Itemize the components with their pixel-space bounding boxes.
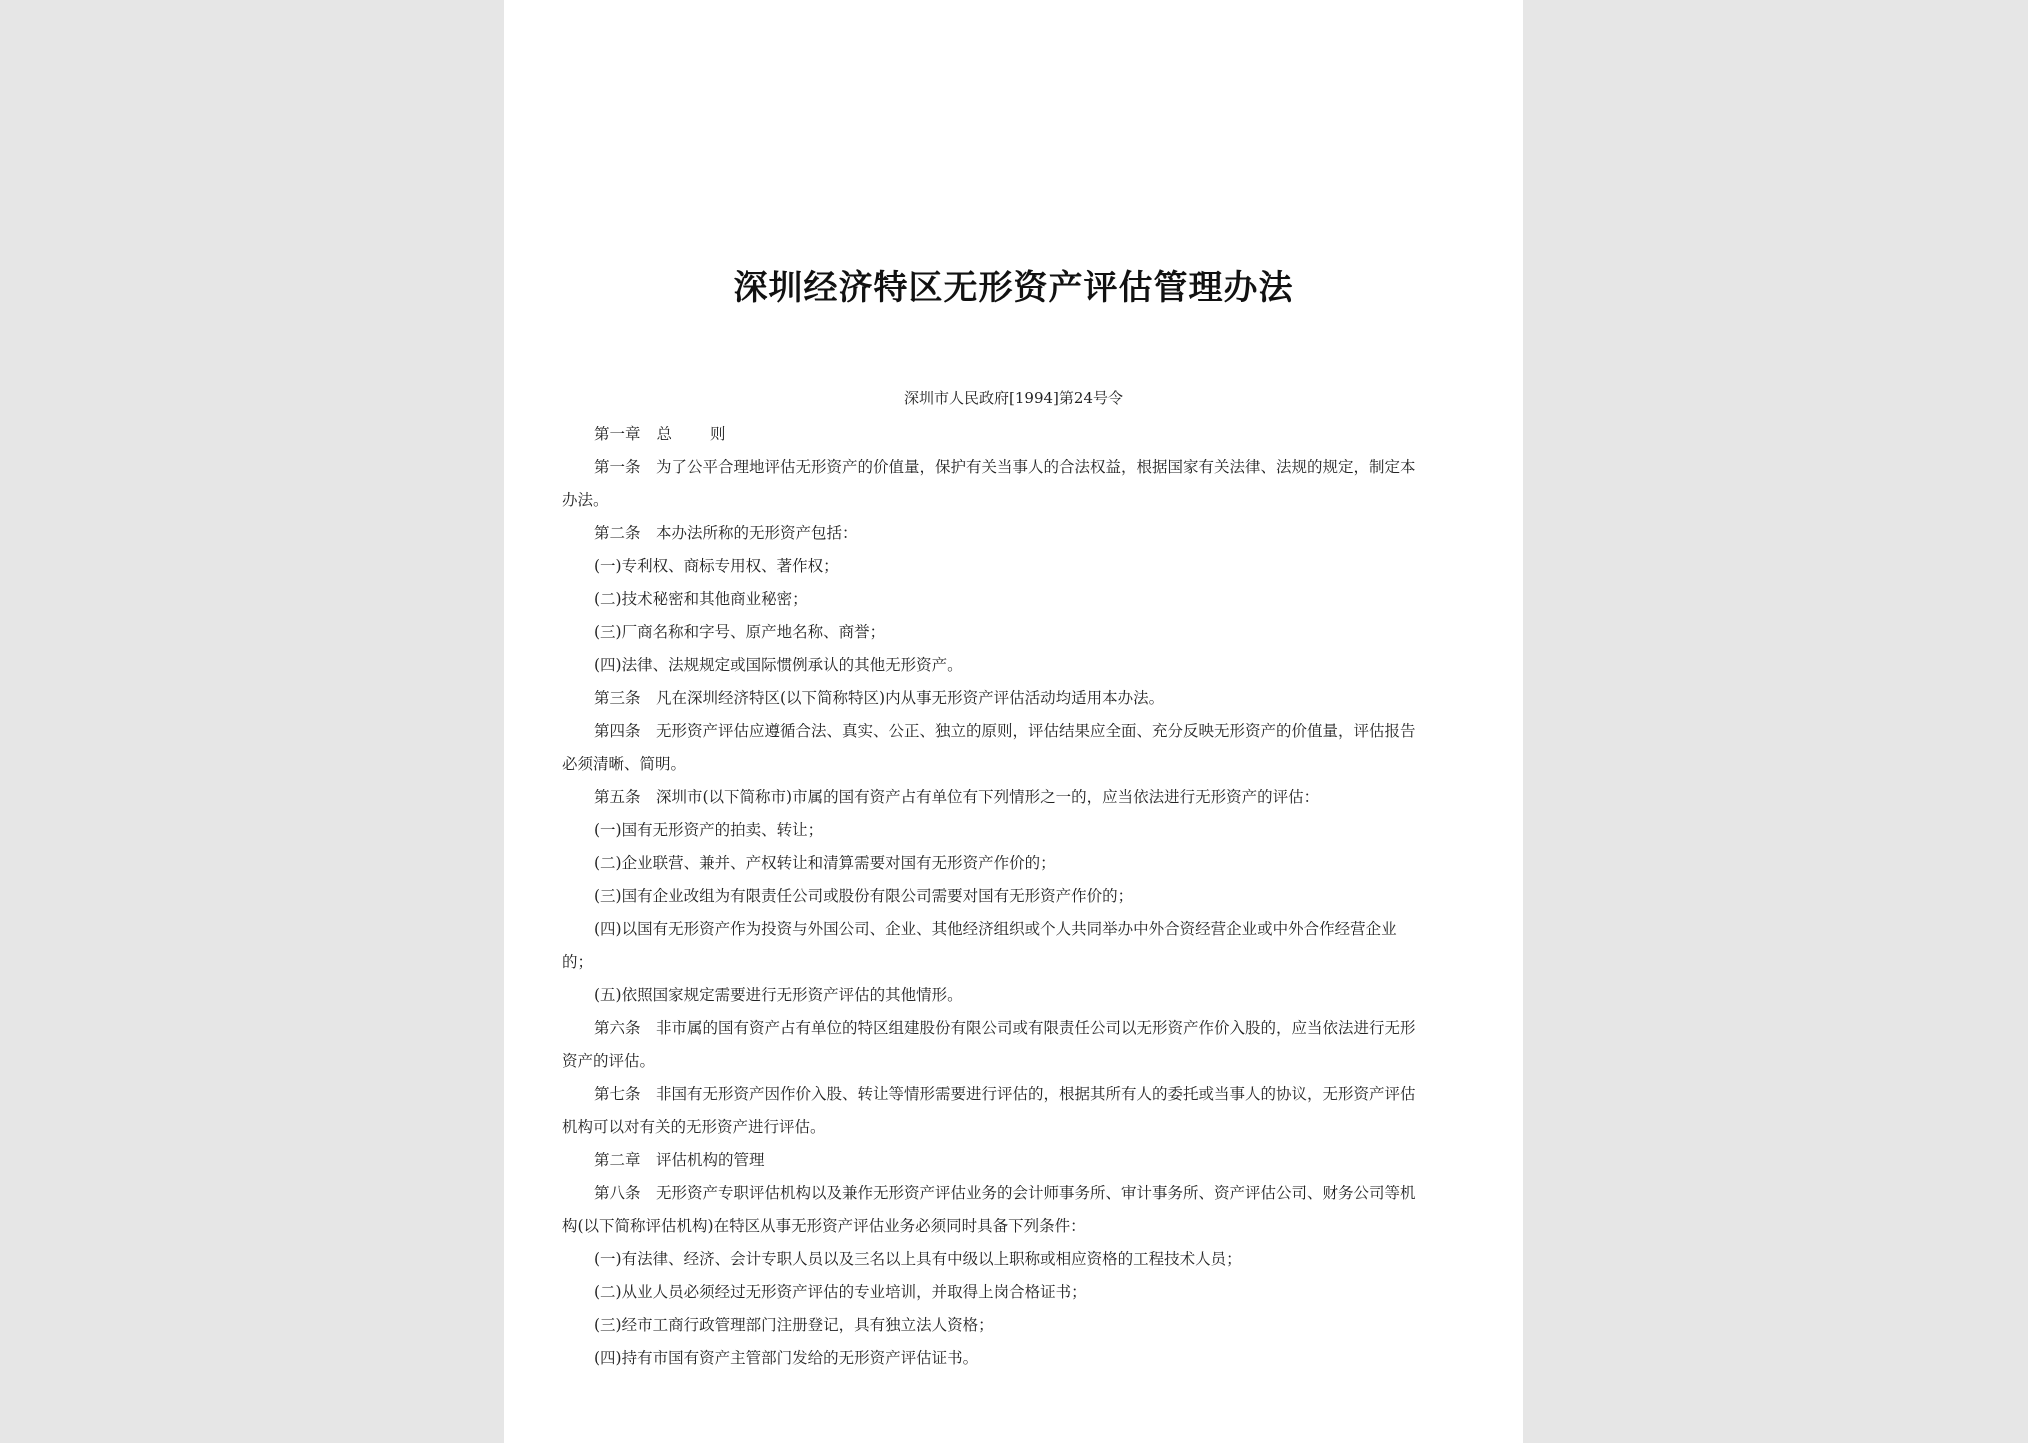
document-title: 深圳经济特区无形资产评估管理办法	[733, 268, 1294, 308]
text-line: (一)国有无形资产的拍卖、转让；	[594, 821, 824, 839]
document-page	[504, 0, 1523, 1443]
document-body	[562, 418, 1468, 1375]
chapter-word: 总	[656, 425, 673, 443]
text-line: 机构可以对有关的无形资产进行评估。	[562, 1118, 826, 1136]
text-line: 第四条 无形资产评估应遵循合法、真实、公正、独立的原则，评估结果应全面、充分反映无形资产的价值量，评估报告	[594, 722, 1416, 740]
text-line: (四)以国有无形资产作为投资与外国公司、企业、其他经济组织或个人共同举办中外合资经营企业或中外合作经营企业	[594, 920, 1397, 938]
decree-number: 深圳市人民政府[1994]第24号令	[904, 389, 1123, 407]
text-line: (二)企业联营、兼并、产权转让和清算需要对国有无形资产作价的；	[594, 854, 1056, 872]
text-line: 第五条 深圳市(以下简称市)市属的国有资产占有单位有下列情形之一的，应当依法进行无形资产的评估：	[594, 788, 1320, 806]
chapter-heading: 第二章 评估机构的管理	[594, 1151, 765, 1169]
text-line: 构(以下简称评估机构)在特区从事无形资产评估业务必须同时具备下列条件：	[562, 1217, 1086, 1235]
text-line: 办法。	[562, 491, 609, 509]
text-line: 的；	[562, 953, 594, 971]
text-line: (三)国有企业改组为有限责任公司或股份有限公司需要对国有无形资产作价的；	[594, 887, 1134, 905]
text-line: (三)经市工商行政管理部门注册登记，具有独立法人资格；	[594, 1316, 994, 1334]
text-line: 第三条 凡在深圳经济特区(以下简称特区)内从事无形资产评估活动均适用本办法。	[594, 689, 1165, 707]
text-line: 第八条 无形资产专职评估机构以及兼作无形资产评估业务的会计师事务所、审计事务所、资产评估公司、财务公司等机	[594, 1184, 1416, 1202]
text-line: 第二条 本办法所称的无形资产包括：	[594, 524, 858, 542]
text-line: (五)依照国家规定需要进行无形资产评估的其他情形。	[594, 986, 963, 1004]
text-line: 第六条 非市属的国有资产占有单位的特区组建股份有限公司或有限责任公司以无形资产作价入股的，应当依法进行无形	[594, 1019, 1416, 1037]
text-line: (一)有法律、经济、会计专职人员以及三名以上具有中级以上职称或相应资格的工程技术人员；	[594, 1250, 1242, 1268]
text-line: 必须清晰、简明。	[562, 755, 687, 773]
text-line: (三)厂商名称和字号、原产地名称、商誉；	[594, 623, 886, 641]
chapter-word: 则	[710, 425, 726, 443]
text-line: 第七条 非国有无形资产因作价入股、转让等情形需要进行评估的，根据其所有人的委托或当事人的协议，无形资产评估	[594, 1085, 1416, 1103]
text-line: (四)持有市国有资产主管部门发给的无形资产评估证书。	[594, 1349, 979, 1367]
chapter-heading	[562, 418, 1468, 451]
text-line: 第一条 为了公平合理地评估无形资产的价值量，保护有关当事人的合法权益，根据国家有关法律、法规的规定，制定本	[594, 458, 1416, 476]
chapter-label: 第一章	[594, 425, 641, 443]
text-line: (二)技术秘密和其他商业秘密；	[594, 590, 808, 608]
text-line: (一)专利权、商标专用权、著作权；	[594, 557, 839, 575]
text-line: (二)从业人员必须经过无形资产评估的专业培训，并取得上岗合格证书；	[594, 1283, 1087, 1301]
text-line: 资产的评估。	[562, 1052, 656, 1070]
text-line: (四)法律、法规规定或国际惯例承认的其他无形资产。	[594, 656, 963, 674]
